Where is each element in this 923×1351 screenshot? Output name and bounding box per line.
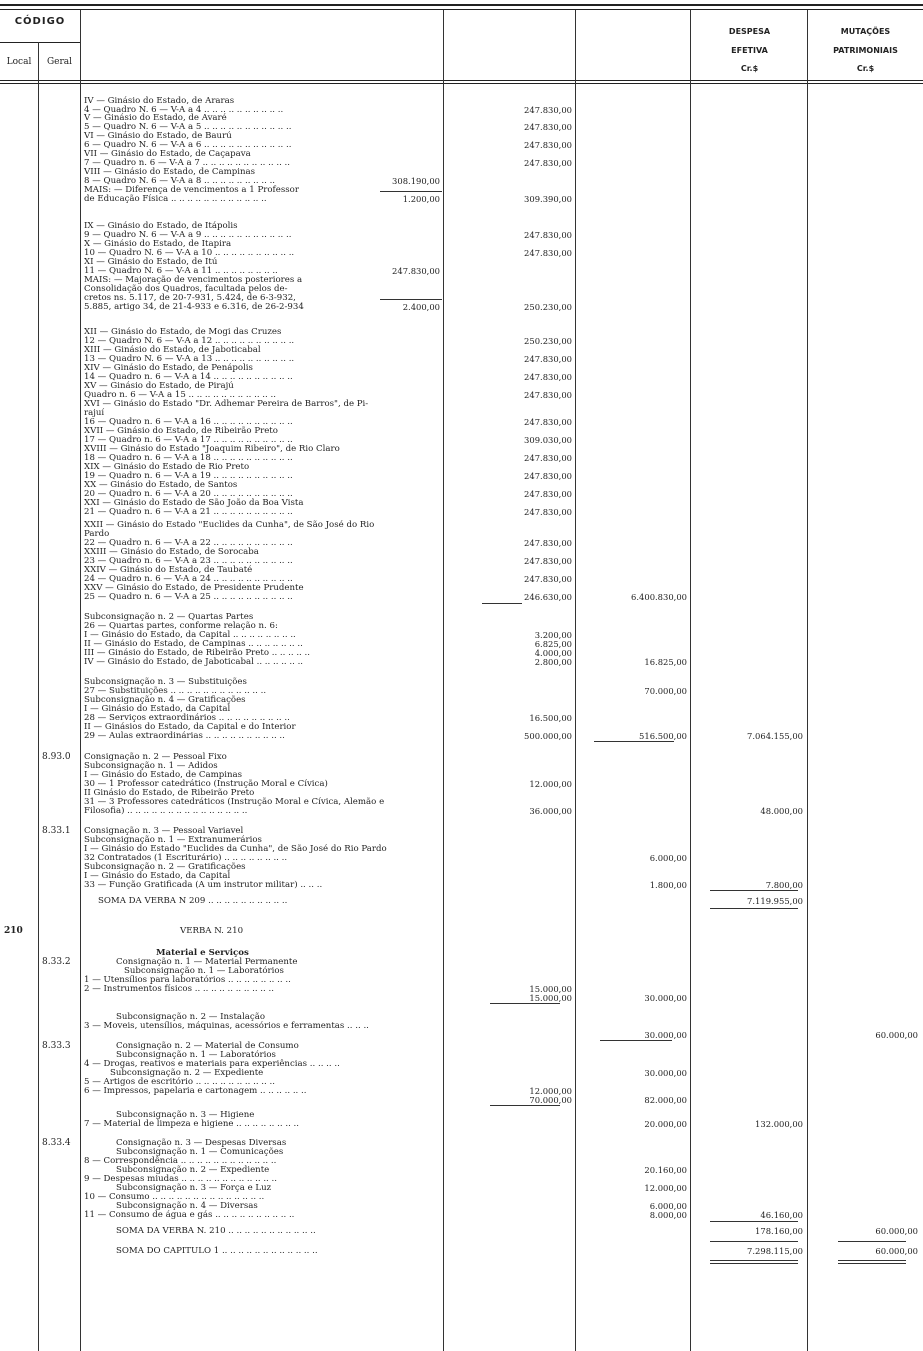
subtotal-rule <box>482 603 522 604</box>
amount-c1: 247.830,00 <box>524 507 572 517</box>
amount-c1: 250.230,00 <box>524 336 572 346</box>
line-text: XVIII — Ginásio do Estado "Joaquim Ribeiro", de Rio Claro <box>84 444 340 454</box>
line-text: 6 — Quadro N. 6 — V-A a 6 .. .. .. .. .. .. .. .. .. .. .. <box>84 140 292 150</box>
line-text: 4 — Quadro N. 6 — V-A a 4 .. .. .. .. .. .. .. .. .. .. <box>84 105 284 115</box>
amount-c1: 2.800,00 <box>534 657 572 667</box>
amount-c1: 247.830,00 <box>524 574 572 584</box>
line-text: VI — Ginásio do Estado, de Baurú <box>84 131 232 141</box>
line-text: 7 — Quadro n. 6 — V-A a 7 .. .. .. .. .. .. .. .. .. .. .. <box>84 158 290 168</box>
line-text: 32 Contratados (1 Escriturário) .. .. .. .. .. .. .. .. <box>84 853 288 863</box>
amount-c2: 30.000,00 <box>644 1068 687 1078</box>
line-text: 17 — Quadro n. 6 — V-A a 17 .. .. .. .. .. .. .. .. .. .. <box>84 435 293 445</box>
amount-c1: 247.830,00 <box>524 471 572 481</box>
line-text: VERBA N. 210 <box>180 926 244 936</box>
amount-c1: 246.630,00 <box>524 592 572 602</box>
line-text: XV — Ginásio do Estado, de Pirajú <box>84 381 234 391</box>
line-text: 11 — Consumo de água e gás .. .. .. .. .. .. .. .. .. .. <box>84 1210 295 1220</box>
amount-c1: 250.230,00 <box>524 302 572 312</box>
subtotal-rule <box>710 1221 798 1222</box>
geral-code-8334: 8.33.4 <box>42 1138 71 1148</box>
line-text: 13 — Quadro N. 6 — V-A a 13 .. .. .. .. .. .. .. .. .. .. <box>84 354 295 364</box>
line-text: I — Ginásio do Estado, da Capital .. .. .. .. .. .. .. .. <box>84 630 296 640</box>
line-text: I — Ginásio do Estado "Euclides da Cunha", de São José do Rio Pardo <box>84 844 387 854</box>
amount-c2: 8.000,00 <box>649 1210 687 1220</box>
amount-c2: 6.400.830,00 <box>631 592 687 602</box>
line-text: Subconsignação n. 2 — Expediente <box>110 1068 264 1078</box>
line-text: 31 — 3 Professores catedráticos (Instrução Moral e Cívica, Alemão e <box>84 797 385 807</box>
line-text: Subconsignação n. 3 — Força e Luz <box>116 1183 272 1193</box>
amount-c3: 46.160,00 <box>760 1210 803 1220</box>
line-text: 22 — Quadro n. 6 — V-A a 22 .. .. .. .. .. .. .. .. .. .. <box>84 538 293 548</box>
amount-c2: 30.000,00 <box>644 993 687 1003</box>
subtotal-rule <box>600 1040 672 1041</box>
final-total-rule <box>838 1260 906 1261</box>
line-text: 10 — Consumo .. .. .. .. .. .. .. .. .. .. .. .. .. .. <box>84 1192 265 1202</box>
line-text: 4 — Drogas, reativos e materiais para experiências .. .. .. .. <box>84 1059 340 1069</box>
codigo-header: CÓDIGO <box>14 16 66 27</box>
line-text: XIX — Ginásio do Estado de Rio Preto <box>84 462 250 472</box>
subtotal-rule <box>380 191 442 192</box>
amount-c2: 16.825,00 <box>644 657 687 667</box>
amount-c4: 60.000,00 <box>875 1030 918 1040</box>
line-text: 5.885, artigo 34, de 21-4-933 e 6.316, de 26-2-934 <box>84 302 304 312</box>
line-text: 23 — Quadro n. 6 — V-A a 23 .. .. .. .. .. .. .. .. .. .. <box>84 556 293 566</box>
line-text: XIII — Ginásio do Estado, de Jaboticabal <box>84 345 261 355</box>
amount-c3: 7.800,00 <box>765 880 803 890</box>
line-text: 5 — Artigos de escritório .. .. .. .. .. .. .. .. .. .. <box>84 1077 275 1087</box>
line-text: I — Ginásio do Estado, da Capital <box>84 871 231 881</box>
line-text: Consolidação dos Quadros, facultada pelos de- <box>84 284 288 294</box>
line-text: Subconsignação n. 4 — Diversas <box>116 1201 258 1211</box>
line-text: Consignação n. 3 — Pessoal Variavel <box>84 826 244 836</box>
final-total-rule <box>838 1263 906 1264</box>
amount-c0: 1.200,00 <box>402 194 440 204</box>
top-rule-thin <box>0 9 923 10</box>
line-text: 3 — Moveis, utensílios, máquinas, acessórios e ferramentas .. .. .. <box>84 1021 369 1031</box>
line-text: Subconsignação n. 3 — Substituições <box>84 677 247 687</box>
final-total-rule <box>710 1263 798 1264</box>
line-text: Consignação n. 2 — Material de Consumo <box>116 1041 299 1051</box>
line-text: XX — Ginásio do Estado, de Santos <box>84 480 238 490</box>
line-text: 8 — Quadro N. 6 — V-A a 8 .. .. .. .. .. .. .. .. .. <box>84 176 276 186</box>
line-text: Consignação n. 1 — Material Permanente <box>116 957 298 967</box>
col-line-local <box>38 42 39 1351</box>
final-total-rule <box>710 1260 798 1261</box>
amount-c2: 1.800,00 <box>649 880 687 890</box>
col-line-c3 <box>807 10 808 1351</box>
line-text: Subconsignação n. 1 — Extranumerários <box>84 835 262 845</box>
subtotal-rule <box>710 908 798 909</box>
amount-c1: 247.830,00 <box>524 248 572 258</box>
line-text: II — Ginásios do Estado, da Capital e do Interior <box>84 722 296 732</box>
amount-c2: 516.500,00 <box>639 731 687 741</box>
line-text: 33 — Função Gratificada (A um instrutor militar) .. .. .. <box>84 880 323 890</box>
mutacoes-line-2: PATRIMONIAIS <box>833 46 898 55</box>
line-text: 1 — Utensílios para laboratórios .. .. .. .. .. .. .. .. <box>84 975 291 985</box>
line-text: 29 — Aulas extraordinárias .. .. .. .. .. .. .. .. .. .. <box>84 731 285 741</box>
line-text: 24 — Quadro n. 6 — V-A a 24 .. .. .. .. .. .. .. .. .. .. <box>84 574 293 584</box>
amount-c1: 36.000,00 <box>529 806 572 816</box>
line-text: 28 — Serviços extraordinários .. .. .. .. .. .. .. .. .. <box>84 713 290 723</box>
mutacoes-line-1: MUTAÇÕES <box>840 27 891 36</box>
line-text: 6 — Impressos, papelaria e cartonagem .. .. .. .. .. .. <box>84 1086 307 1096</box>
line-text: Subconsignação n. 1 — Laboratórios <box>124 966 284 976</box>
amount-c3: 178.160,00 <box>755 1226 803 1236</box>
amount-c1: 247.830,00 <box>524 489 572 499</box>
amount-c3: 7.298.115,00 <box>747 1246 803 1256</box>
line-text: 14 — Quadro n. 6 — V-A a 14 .. .. .. .. .. .. .. .. .. .. <box>84 372 293 382</box>
subtotal-rule <box>490 1105 560 1106</box>
subtotal-rule <box>710 890 798 891</box>
line-text: Subconsignação n. 4 — Gratificações <box>84 695 246 705</box>
subtotal-rule <box>594 741 674 742</box>
line-text: XXIV — Ginásio do Estado, de Taubaté <box>84 565 253 575</box>
mutacoes-header <box>808 26 923 74</box>
amount-c2: 20.160,00 <box>644 1165 687 1175</box>
amount-c4: 60.000,00 <box>875 1226 918 1236</box>
line-text: III — Ginásio do Estado, de Ribeirão Preto .. .. .. .. .. <box>84 648 310 658</box>
line-text: 9 — Despesas miudas .. .. .. .. .. .. .. .. .. .. .. .. <box>84 1174 277 1184</box>
amount-c3: 132.000,00 <box>755 1119 803 1129</box>
line-text: Subconsignação n. 2 — Gratificações <box>84 862 246 872</box>
line-text: V — Ginásio do Estado, de Avaré <box>84 113 227 123</box>
line-text: IX — Ginásio do Estado, de Itápolis <box>84 221 238 231</box>
amount-c0: 2.400,00 <box>402 302 440 312</box>
amount-c1: 12.000,00 <box>529 1086 572 1096</box>
line-text: Subconsignação n. 1 — Adidos <box>84 761 218 771</box>
line-text: Subconsignação n. 2 — Quartas Partes <box>84 612 254 622</box>
amount-c1: 247.830,00 <box>524 372 572 382</box>
line-text: 8 — Correspondência .. .. .. .. .. .. .. .. .. .. .. .. <box>84 1156 277 1166</box>
line-text: Subconsignação n. 1 — Comunicações <box>116 1147 284 1157</box>
line-text: XXI — Ginásio do Estado de São João da Boa Vista <box>84 498 304 508</box>
line-text: de Educação Física .. .. .. .. .. .. .. .. .. .. .. .. <box>84 194 267 204</box>
amount-c1: 247.830,00 <box>524 105 572 115</box>
line-text: II — Ginásio do Estado, de Campinas .. .. .. .. .. .. .. <box>84 639 303 649</box>
line-text: I — Ginásio do Estado, da Capital <box>84 704 231 714</box>
geral-code-8332: 8.33.2 <box>42 957 71 967</box>
amount-c1: 6.825,00 <box>534 639 572 649</box>
despesa-line-2: EFETIVA <box>731 46 768 55</box>
line-text: Subconsignação n. 1 — Laboratórios <box>116 1050 276 1060</box>
amount-c2: 6.000,00 <box>649 1201 687 1211</box>
line-text: XII — Ginásio do Estado, de Mogi das Cruzes <box>84 327 282 337</box>
line-text: XXII — Ginásio do Estado "Euclides da Cunha", de São José do Rio <box>84 520 375 530</box>
mutacoes-line-3: Cr.$ <box>856 64 875 73</box>
col-line-geral <box>80 10 81 1351</box>
line-text: XIV — Ginásio do Estado, de Penápolis <box>84 363 253 373</box>
amount-c1: 247.830,00 <box>524 140 572 150</box>
amount-c3: 7.064.155,00 <box>747 731 803 741</box>
despesa-line-1: DESPESA <box>728 27 771 36</box>
subtotal-rule <box>380 299 442 300</box>
amount-c1: 3.200,00 <box>534 630 572 640</box>
amount-c3: 7.119.955,00 <box>747 896 803 906</box>
line-text: XVI — Ginásio do Estado "Dr. Adhemar Pereira de Barros", de Pi- <box>84 399 369 409</box>
line-text: 7 — Material de limpeza e higiene .. .. .. .. .. .. .. .. <box>84 1119 299 1129</box>
line-text: Subconsignação n. 3 — Higiene <box>116 1110 255 1120</box>
line-text: X — Ginásio do Estado, de Itapira <box>84 239 232 249</box>
amount-c2: 12.000,00 <box>644 1183 687 1193</box>
col-line-c1 <box>575 10 576 1351</box>
local-code-210: 210 <box>4 926 23 936</box>
amount-c1: 12.000,00 <box>529 779 572 789</box>
amount-c1: 247.830,00 <box>524 556 572 566</box>
line-text: 9 — Quadro N. 6 — V-A a 9 .. .. .. .. .. .. .. .. .. .. .. <box>84 230 292 240</box>
line-text: Quadro n. 6 — V-A a 15 .. .. .. .. .. .. .. .. .. .. .. <box>84 390 276 400</box>
amount-c1: 70.000,00 <box>529 1095 572 1105</box>
amount-c1: 15.000,00 <box>529 984 572 994</box>
amount-c1: 309.390,00 <box>524 194 572 204</box>
line-text: Filosofia) .. .. .. .. .. .. .. .. .. .. .. .. .. .. .. <box>84 806 248 816</box>
line-text: cretos ns. 5.117, de 20-7-931, 5.424, de 6-3-932, <box>84 293 296 303</box>
amount-c1: 16.500,00 <box>529 713 572 723</box>
line-text: VII — Ginásio do Estado, de Caçapava <box>84 149 251 159</box>
geral-code-8331: 8.33.1 <box>42 826 71 836</box>
amount-c2: 30.000,00 <box>644 1030 687 1040</box>
line-text: IV — Ginásio do Estado, de Jaboticabal .. .. .. .. .. .. <box>84 657 304 667</box>
amount-c1: 247.830,00 <box>524 122 572 132</box>
line-text: SOMA DA VERBA N. 210 .. .. .. .. .. .. .. .. .. .. .. <box>116 1226 316 1236</box>
line-text: 2 — Instrumentos físicos .. .. .. .. .. .. .. .. .. .. <box>84 984 274 994</box>
line-text: 18 — Quadro n. 6 — V-A a 18 .. .. .. .. .. .. .. .. .. .. <box>84 453 293 463</box>
amount-c0: 247.830,00 <box>392 266 440 276</box>
line-text: Consignação n. 3 — Despesas Diversas <box>116 1138 287 1148</box>
line-text: 16 — Quadro n. 6 — V-A a 16 .. .. .. .. .. .. .. .. .. .. <box>84 417 293 427</box>
line-text: 26 — Quartas partes, conforme relação n. 6: <box>84 621 278 631</box>
header-bottom-rule <box>0 80 923 81</box>
line-text: 11 — Quadro N. 6 — V-A a 11 .. .. .. .. .. .. .. .. <box>84 266 278 276</box>
line-text: 27 — Substituições .. .. .. .. .. .. .. .. .. .. .. .. <box>84 686 267 696</box>
subtotal-rule <box>710 1241 798 1242</box>
line-text: 30 — 1 Professor catedrático (Instrução Moral e Cívica) <box>84 779 328 789</box>
line-text: 19 — Quadro n. 6 — V-A a 19 .. .. .. .. .. .. .. .. .. .. <box>84 471 293 481</box>
amount-c3: 48.000,00 <box>760 806 803 816</box>
amount-c1: 247.830,00 <box>524 354 572 364</box>
subtotal-rule <box>490 1003 560 1004</box>
amount-c1: 500.000,00 <box>524 731 572 741</box>
despesa-header <box>692 26 807 74</box>
amount-c1: 247.830,00 <box>524 390 572 400</box>
line-text: I — Ginásio do Estado, de Campinas <box>84 770 243 780</box>
line-text: Material e Serviços <box>156 948 249 958</box>
amount-c1: 247.830,00 <box>524 538 572 548</box>
amount-c1: 309.030,00 <box>524 435 572 445</box>
geral-code-8333: 8.33.3 <box>42 1041 71 1051</box>
line-text: 20 — Quadro n. 6 — V-A a 20 .. .. .. .. .. .. .. .. .. .. <box>84 489 293 499</box>
line-text: XXV — Ginásio do Estado, de Presidente Prudente <box>84 583 304 593</box>
local-header: Local <box>6 57 32 67</box>
amount-c2: 82.000,00 <box>644 1095 687 1105</box>
amount-c1: 247.830,00 <box>524 230 572 240</box>
geral-header: Geral <box>46 57 73 67</box>
line-text: Consignação n. 2 — Pessoal Fixo <box>84 752 227 762</box>
col-line-text <box>443 10 444 1351</box>
line-text: 5 — Quadro N. 6 — V-A a 5 .. .. .. .. .. .. .. .. .. .. .. <box>84 122 292 132</box>
line-text: 10 — Quadro N. 6 — V-A a 10 .. .. .. .. .. .. .. .. .. .. <box>84 248 295 258</box>
line-text: IV — Ginásio do Estado, de Araras <box>84 96 235 106</box>
header-bottom-rule-2 <box>0 83 923 84</box>
line-text: XXIII — Ginásio do Estado, de Sorocaba <box>84 547 259 557</box>
line-text: rajuí <box>84 408 105 418</box>
amount-c0: 308.190,00 <box>392 176 440 186</box>
despesa-line-3: Cr.$ <box>740 64 759 73</box>
amount-c2: 20.000,00 <box>644 1119 687 1129</box>
line-text: MAIS: — Majoração de vencimentos posteriores a <box>84 275 303 285</box>
subtotal-rule <box>838 1241 906 1242</box>
amount-c1: 4.000,00 <box>534 648 572 658</box>
line-text: Subconsignação n. 2 — Expediente <box>116 1165 270 1175</box>
line-text: MAIS: — Diferença de vencimentos a 1 Professor <box>84 185 299 195</box>
line-text: 25 — Quadro n. 6 — V-A a 25 .. .. .. .. .. .. .. .. .. .. <box>84 592 293 602</box>
geral-code-8930: 8.93.0 <box>42 752 71 762</box>
amount-c2: 6.000,00 <box>649 853 687 863</box>
col-line-c2 <box>690 10 691 1351</box>
top-rule <box>0 4 923 6</box>
line-text: SOMA DO CAPITULO 1 .. .. .. .. .. .. .. .. .. .. .. .. <box>116 1246 318 1256</box>
amount-c1: 15.000,00 <box>529 993 572 1003</box>
line-text: VIII — Ginásio do Estado, de Campinas <box>84 167 256 177</box>
amount-c4: 60.000,00 <box>875 1246 918 1256</box>
amount-c1: 247.830,00 <box>524 453 572 463</box>
amount-c2: 70.000,00 <box>644 686 687 696</box>
line-text: 21 — Quadro n. 6 — V-A a 21 .. .. .. .. .. .. .. .. .. .. <box>84 507 293 517</box>
line-text: 12 — Quadro N. 6 — V-A a 12 .. .. .. .. .. .. .. .. .. .. <box>84 336 295 346</box>
line-text: XVII — Ginásio do Estado, de Ribeirão Preto <box>84 426 278 436</box>
codigo-underline <box>0 42 80 43</box>
line-text: SOMA DA VERBA N 209 .. .. .. .. .. .. .. .. .. .. <box>98 896 288 906</box>
line-text: II Ginásio do Estado, de Ribeirão Preto <box>84 788 255 798</box>
line-text: Pardo <box>84 529 110 539</box>
amount-c1: 247.830,00 <box>524 158 572 168</box>
line-text: XI — Ginásio do Estado, de Itú <box>84 257 218 267</box>
amount-c1: 247.830,00 <box>524 417 572 427</box>
line-text: Subconsignação n. 2 — Instalação <box>116 1012 266 1022</box>
